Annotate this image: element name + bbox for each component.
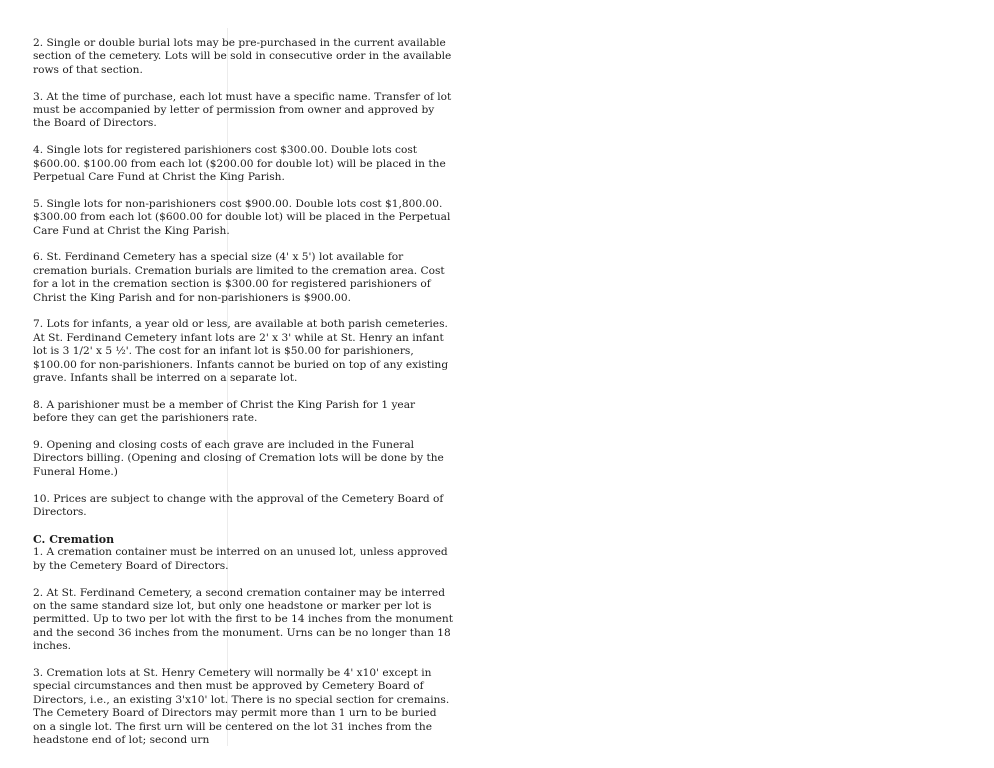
cremation-rule-3: 3. Cremation lots at St. Henry Cemetery will normally be 4' x10' except in special circumstances and then must be approved by Cemetery Board of Directors, i.e., an existing 3'x10' lot. There is no special section for cremains. The Cemetery Board of Directors may permit more than 1 urn to be buried on a single lot. The first urn will be centered on the lot 31 inches from the headstone end of lot; second urn — [33, 666, 450, 746]
rule-4: 4. Single lots for registered parishioners cost $300.00. Double lots cost $600.00. $100.00 from each lot ($200.00 for double lot) will be placed in the Perpetual Care Fund at Christ the King Parish. — [33, 144, 446, 184]
rule-6: 6. St. Ferdinand Cemetery has a special size (4' x 5') lot available for cremation burials. Cremation burials are limited to the cremation area. Cost for a lot in the cremation section is $300.00 for registered parishioners of Christ the King Parish and for non-parishioners is $900.00. — [33, 251, 445, 304]
rule-10: 10. Prices are subject to change with the approval of the Cemetery Board of Directors. — [33, 492, 444, 519]
cemetery-rules-column — [33, 37, 453, 761]
cremation-rule-1: 1. A cremation container must be interred on an unused lot, unless approved by the Cemetery Board of Directors. — [33, 546, 448, 572]
rule-7: 7. Lots for infants, a year old or less, are available at both parish cemeteries. At St. Ferdinand Cemetery infant lots are 2' x 3' while at St. Henry an infant lot is 3 1/2' x 5 ½'. The cost for an infant lot is $50.00 for parishioners, $100.00 for non-parishioners. Infants cannot be buried on top of any existing grave. Infants shall be interred on a separate lot. — [33, 318, 449, 385]
section-heading-cremation: C. Cremation — [33, 532, 115, 546]
rule-5: 5. Single lots for non-parishioners cost $900.00. Double lots cost $1,800.00. $300.00 from each lot ($600.00 for double lot) will be placed in the Perpetual Care Fund at Christ the King Parish. — [33, 197, 451, 237]
rule-3: 3. At the time of purchase, each lot must have a specific name. Transfer of lot must be accompanied by letter of permission from owner and approved by the Board of Directors. — [33, 90, 452, 130]
rule-2: 2. Single or double burial lots may be pre-purchased in the current available section of the cemetery. Lots will be sold in consecutive order in the available rows of that section. — [33, 37, 452, 76]
cremation-rule-2: 2. At St. Ferdinand Cemetery, a second cremation container may be interred on the same standard size lot, but only one headstone or marker per lot is permitted. Up to two per lot with the first to be 14 inches from the monument and the second 36 inches from the monument. Urns can be no longer than 18 inches. — [33, 586, 453, 653]
rule-9: 9. Opening and closing costs of each grave are included in the Funeral Directors billing. (Opening and closing of Cremation lots will be done by the Funeral Home.) — [33, 439, 444, 478]
rule-8: 8. A parishioner must be a member of Christ the King Parish for 1 year before they can get the parishioners rate. — [33, 398, 416, 425]
